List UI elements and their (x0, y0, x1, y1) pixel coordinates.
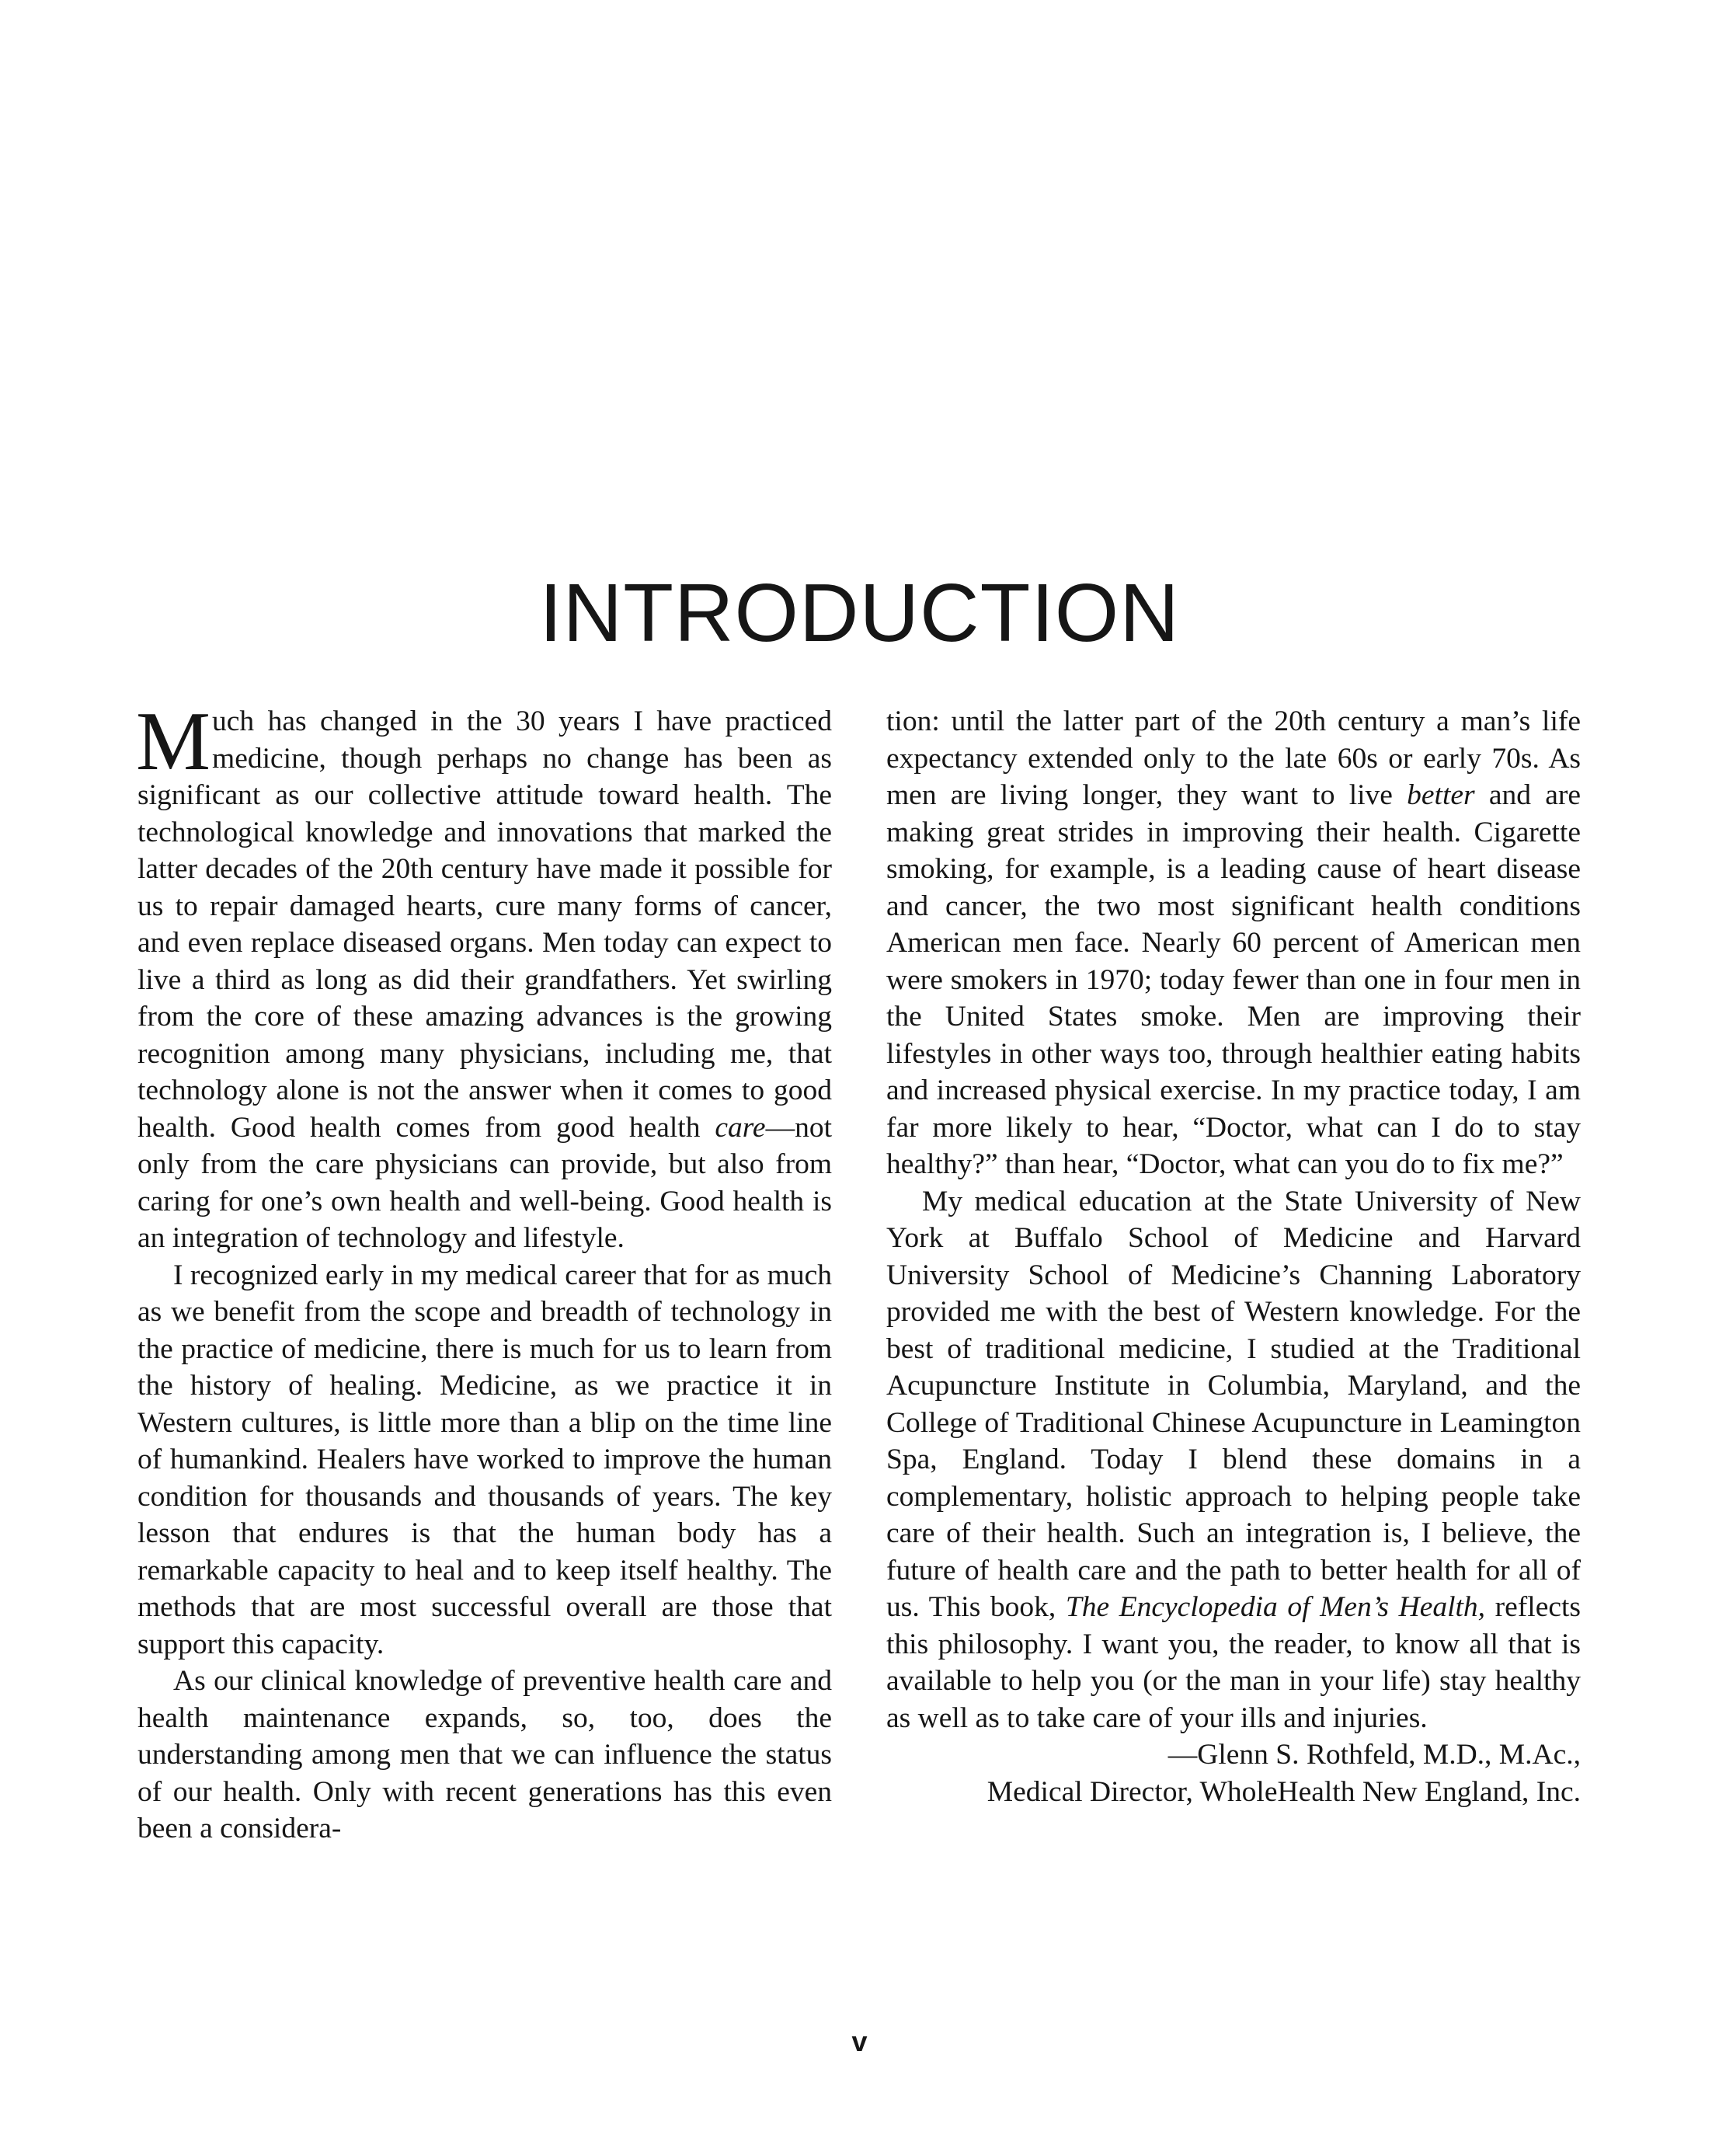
paragraph-continuation (886, 703, 1581, 1183)
paragraph-intro (136, 695, 832, 1257)
paragraph-text-continued: reflects this philosophy. I want you, the reader, to know all that is available to help you (or the man in your life) stay healthy as well as to take care of your ills and injuries. (886, 1591, 1581, 1734)
paragraph-text-continued: —not only from the care physicians can provide, but also from caring for one’s own health and well-being. Good health is an integration of technology and lifestyle. (137, 1111, 832, 1254)
paragraph-history: I recognized early in my medical career that for as much as we benefit from the scope and breadth of technology in the practice of medicine, there is much for us to learn from the history of healing. Medicine, as we practice it in Western cultures, is little more than a blip on the time line of humankind. Healers have worked to improve the human condition for thousands and thousands of years. The key lesson that endures is that the human body has a remarkable capacity to heal and to keep itself healthy. The methods that are most successful overall are those that support this capacity. (137, 1259, 832, 1660)
signature-name: —Glenn S. Rothfeld, M.D., M.Ac., (1167, 1739, 1581, 1771)
paragraph-text: tion: until the latter part of the 20th century a man’s life expectancy extended only to the late 60s or early 70s. As men are living longer, they want to live (886, 705, 1581, 811)
right-column (886, 703, 1581, 1810)
author-signature (886, 1736, 1581, 1810)
paragraph-text: uch has changed in the 30 years I have practiced medicine, though perhaps no change has been as significant as our collective attitude toward health. The technological knowledge and innovations that marked the latter decades of the 20th century have made it possible for us to repair damaged hearts, cure many forms of cancer, and even replace diseased organs. Men today can expect to live a third as long as did their grandfathers. Yet swirling from the core of these amazing advances is the growing recognition among many physicians, including me, that technology alone is not the answer when it comes to good health. Good health comes from good health (137, 705, 832, 1144)
drop-cap: M (136, 695, 211, 788)
page-title: INTRODUCTION (539, 567, 1180, 659)
left-column (136, 695, 832, 1848)
emphasis-care: care (715, 1111, 766, 1144)
page-number: v (851, 2025, 868, 2057)
book-title: The Encyclopedia of Men’s Health, (1065, 1591, 1486, 1623)
paragraph-text: My medical education at the State University of New York at Buffalo School of Medicine and Harvard University School of Medicine’s Channing Laboratory provided me with the best of Western knowledge. For the best of traditional medicine, I studied at the Traditional Acupuncture Institute in Columbia, Maryland, and the College of Traditional Chinese Acupuncture in Leamington Spa, England. Today I blend these domains in a complementary, holistic approach to helping people take care of their health. Such an integration is, I believe, the future of health care and the path to better health for all of us. This book, (886, 1185, 1581, 1623)
paragraph-education (886, 1183, 1581, 1737)
emphasis-better: better (1407, 779, 1475, 811)
signature-affiliation: Medical Director, WholeHealth New England, Inc. (987, 1775, 1581, 1808)
paragraph-preventive: As our clinical knowledge of preventive health care and health maintenance expands, so, too, does the understanding among men that we can influence the status of our health. Only with recent generations has this even been a considera- (137, 1665, 832, 1844)
paragraph-text-continued: and are making great strides in improving their health. Cigarette smoking, for example, is a leading cause of heart disease and cancer, the two most significant health conditions American men face. Nearly 60 percent of American men were smokers in 1970; today fewer than one in four men in the United States smoke. Men are improving their lifestyles in other ways too, through healthier eating habits and increased physical exercise. In my practice today, I am far more likely to hear, “Doctor, what can I do to stay healthy?” than hear, “Doctor, what can you do to fix me?” (886, 779, 1581, 1180)
